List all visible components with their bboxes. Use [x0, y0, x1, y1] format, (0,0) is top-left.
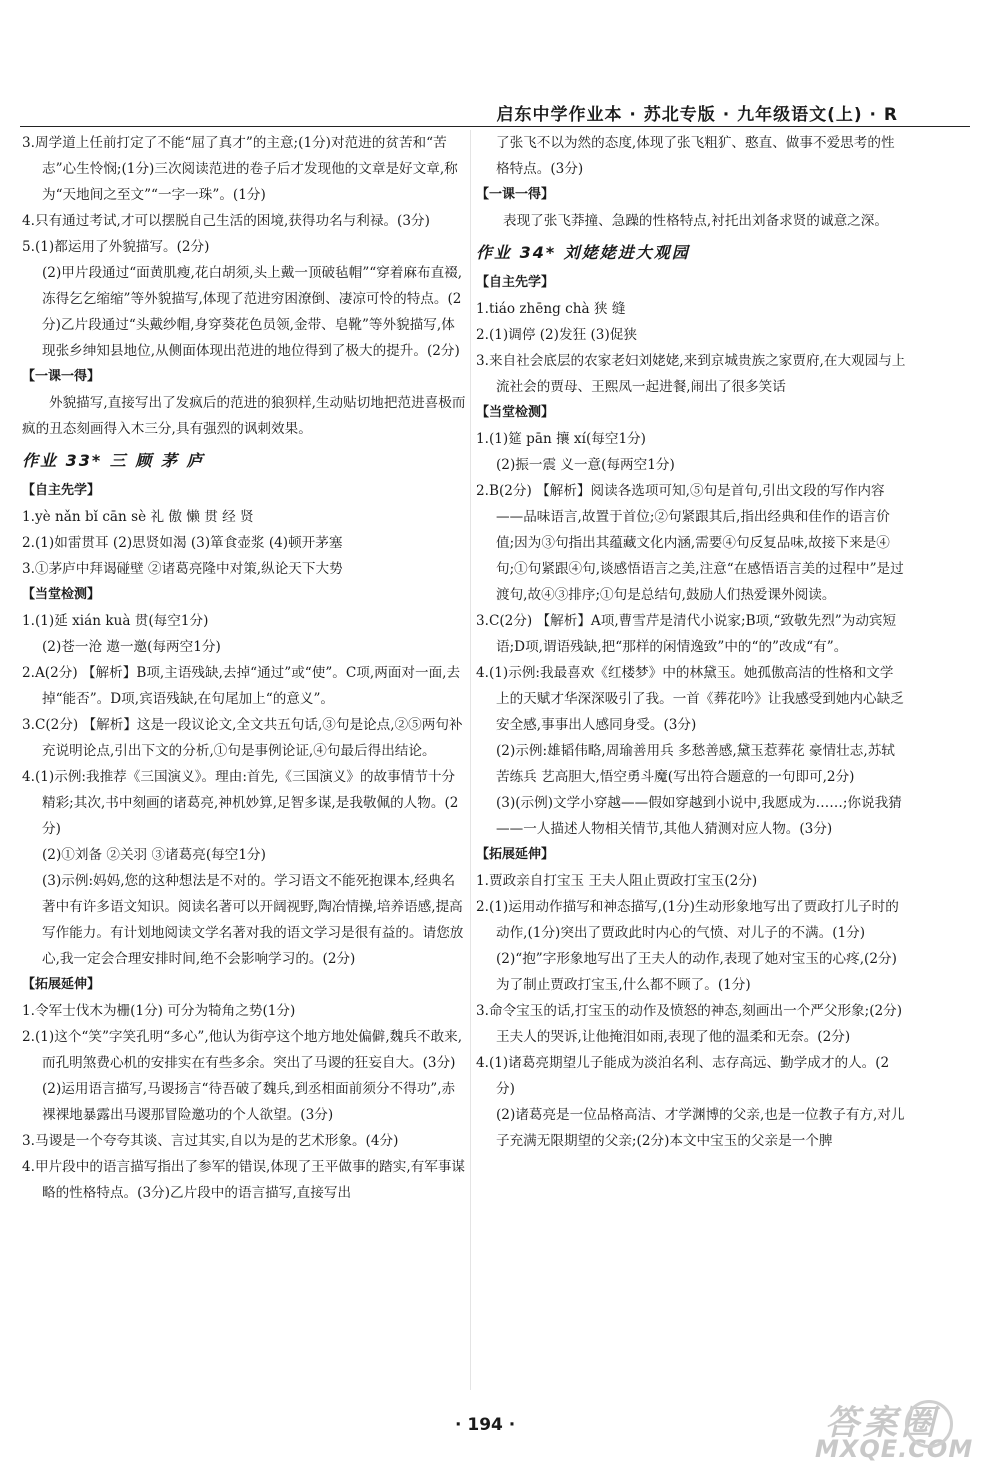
answer-line: 3.周学道上任前打定了不能“屈了真才”的主意;(1分)对范进的贫苦和“苦志”心生怜悯;(1分)三次阅读范进的卷子后才发现他的文章是好文章,称为“天地间之至文”“一字一珠”。(1分) — [22, 135, 458, 203]
answer-line: 4.(1)诸葛亮期望儿子能成为淡泊名利、志存高远、勤学成才的人。(2分) — [476, 1055, 890, 1097]
page-header — [20, 100, 970, 127]
answer-line: 3.命令宝玉的话,打宝玉的动作及愤怒的神态,刻画出一个严父形象;(2分)王夫人的哭诉,让他掩泪如雨,表现了他的温柔和无奈。(2分) — [476, 1003, 903, 1045]
answer-line: 2.B(2分) 【解析】阅读各选项可知,⑤句是首句,引出文段的写作内容——品味语言,故置于首位;②句紧跟其后,指出经典和佳作的语言价值;因为③句指出其蕴藏文化内涵,需要④句反复品味,故接下来是④句;①句紧跟④句,谈感悟语言之美,注意“在感悟语言美的过程中”是过渡句,故④③排序;①句是总结句,鼓励人们热爱课外阅读。 — [476, 483, 904, 603]
header-title: 启东中学作业本 · 苏北专版 · 九年级语文(上) · R — [496, 105, 898, 125]
answer-line: 1.(1)延 xián kuà 贯(每空1分) — [22, 613, 209, 629]
answer-line: 2.(1)调停 (2)发狂 (3)促狭 — [476, 327, 637, 343]
answer-line: 了张飞不以为然的态度,体现了张飞粗犷、憨直、做事不爱思考的性格特点。(3分) — [496, 135, 895, 177]
answer-line: 1.令军士伐木为栅(1分) 可分为犄角之势(1分) — [22, 1003, 296, 1019]
assignment-title-33: 作业 33* 三 顾 茅 庐 — [22, 451, 205, 470]
assignment-title-34: 作业 34* 刘姥姥进大观园 — [476, 243, 690, 262]
answer-line: 3.来自社会底层的农家老妇刘姥姥,来到京城贵族之家贾府,在大观园与上流社会的贾母、王熙凤一起进餐,闹出了很多笑话 — [476, 353, 906, 395]
section-heading: 【当堂检测】 — [476, 405, 555, 420]
answer-line: 2.A(2分) 【解析】B项,主语残缺,去掉“通过”或“使”。C项,两面对一面,去掉“能否”。D项,宾语残缺,在句尾加上“的意义”。 — [22, 665, 461, 707]
answer-line: 4.(1)示例:我推荐《三国演义》。理由:首先,《三国演义》的故事情节十分精彩;其次,书中刻画的诸葛亮,神机妙算,足智多谋,是我敬佩的人物。(2分) — [22, 769, 459, 837]
section-heading: 【拓展延伸】 — [22, 977, 101, 992]
answer-line: 3.马谡是一个夸夸其谈、言过其实,自以为是的艺术形象。(4分) — [22, 1133, 399, 1149]
answer-line: (2)①刘备 ②关羽 ③诸葛亮(每空1分) — [42, 847, 266, 863]
answer-paragraph: 外貌描写,直接写出了发疯后的范进的狼狈样,生动贴切地把范进喜极而疯的丑态刻画得入木三分,具有强烈的讽刺效果。 — [22, 395, 466, 437]
answer-line: 1.yè nǎn bǐ cān sè 礼 傲 懒 贯 经 贤 — [22, 509, 254, 525]
answer-paragraph: 表现了张飞莽撞、急躁的性格特点,衬托出刘备求贤的诚意之深。 — [503, 213, 888, 229]
watermark-url: MXQE.COM — [815, 1435, 974, 1463]
answer-line: 2.(1)运用动作描写和神态描写,(1分)生动形象地写出了贾政打儿子时的动作,(1分)突出了贾政此时内心的气愤、对儿子的不满。(1分) — [476, 899, 899, 941]
section-heading: 【一课一得】 — [22, 369, 101, 384]
answer-line: 1.(1)筵 pān 攘 xí(每空1分) — [476, 431, 646, 447]
answer-line: (2)示例:雄韬伟略,周瑜善用兵 多愁善感,黛玉惹葬花 豪情壮志,苏轼苦练兵 艺高胆大,悟空勇斗魔(写出符合题意的一句即可,2分) — [496, 743, 895, 785]
answer-line: 3.①茅庐中拜谒碰壁 ②诸葛亮隆中对策,纵论天下大势 — [22, 561, 343, 577]
answer-line: 3.C(2分) 【解析】A项,曹雪芹是清代小说家;B项,“致敬先烈”为动宾短语;D项,谓语残缺,把“那样的闲情逸致”中的“的”改成“有”。 — [476, 613, 897, 655]
column-divider — [470, 130, 471, 1390]
answer-line: 2.(1)这个“笑”字笑孔明“多心”,他认为街亭这个地方地处偏僻,魏兵不敢来,而孔明煞费心机的安排实在有些多余。突出了马谡的狂妄自大。(3分) — [22, 1029, 463, 1071]
answer-line: 4.只有通过考试,才可以摆脱自己生活的困境,获得功名与利禄。(3分) — [22, 213, 430, 229]
answer-line: (2)“抱”字形象地写出了王夫人的动作,表现了她对宝玉的心疼,(2分)为了制止贾政打宝玉,什么都不顾了。(1分) — [496, 951, 897, 993]
section-heading: 【自主先学】 — [476, 275, 555, 290]
answer-line: (3)示例:妈妈,您的这种想法是不对的。学习语文不能死抱课本,经典名著中有许多语文知识。阅读名著可以开阔视野,陶冶情操,培养语感,提高写作能力。有计划地阅读文学名著对我的语文学习是很有益的。请您放心,我一定会合理安排时间,绝不会影响学习的。(2分) — [42, 873, 464, 967]
left-column — [22, 130, 468, 1206]
section-heading: 【一课一得】 — [476, 187, 555, 202]
answer-line: (3)(示例)文学小穿越——假如穿越到小说中,我愿成为……;你说我猜——一人描述人物相关情节,其他人猜测对应人物。(3分) — [496, 795, 902, 837]
watermark-text: 答案圈 — [825, 1403, 939, 1443]
watermark-seal-icon — [905, 1400, 953, 1448]
answer-paragraph: (2)甲片段通过“面黄肌瘦,花白胡须,头上戴一顶破毡帽”“穿着麻布直裰,冻得乞乞缩缩”等外貌描写,体现了范进穷困潦倒、凄凉可怜的特点。(2分)乙片段通过“头戴纱帽,身穿葵花色员领,金带、皂靴”等外貌描写,体现张乡绅知县地位,从侧面体现出范进的地位得到了极大的提升。(2分) — [42, 265, 463, 359]
section-heading: 【拓展延伸】 — [476, 847, 555, 862]
answer-line: 1.贾政亲自打宝玉 王夫人阻止贾政打宝玉(2分) — [476, 873, 758, 889]
answer-line: 4.(1)示例:我最喜欢《红楼梦》中的林黛玉。她孤傲高洁的性格和文学上的天赋才华深深吸引了我。一首《葬花吟》让我感受到她内心缺乏安全感,事事出人感同身受。(3分) — [476, 665, 904, 733]
right-column — [476, 130, 906, 1154]
section-heading: 【当堂检测】 — [22, 587, 101, 602]
answer-line: 3.C(2分) 【解析】这是一段议论文,全文共五句话,③句是论点,②⑤两句补充说明论点,引出下文的分析,①句是事例论证,④句最后得出结论。 — [22, 717, 463, 759]
answer-line: (2)振一震 义一意(每两空1分) — [496, 457, 675, 473]
page-number: · 194 · — [455, 1415, 516, 1435]
answer-line: 5.(1)都运用了外貌描写。(2分) — [22, 239, 210, 255]
section-heading: 【自主先学】 — [22, 483, 101, 498]
answer-line: 1.tiáo zhēng chà 狭 缝 — [476, 301, 626, 317]
answer-line: 4.甲片段中的语言描写指出了参军的错误,体现了王平做事的踏实,有军事谋略的性格特点。(3分)乙片段中的语言描写,直接写出 — [22, 1159, 466, 1201]
answer-line: (2)苍一沧 遨一邀(每两空1分) — [42, 639, 221, 655]
answer-line: (2)运用语言描写,马谡扬言“待吾破了魏兵,到丞相面前须分不得功”,赤裸裸地暴露出马谡那冒险邀功的个人欲望。(3分) — [42, 1081, 456, 1123]
answer-line: (2)诸葛亮是一位品格高洁、才学渊博的父亲,也是一位教子有方,对儿子充满无限期望的父亲;(2分)本文中宝玉的父亲是一个脾 — [496, 1107, 905, 1149]
answer-line: 2.(1)如雷贯耳 (2)思贤如渴 (3)箪食壶浆 (4)顿开茅塞 — [22, 535, 343, 551]
